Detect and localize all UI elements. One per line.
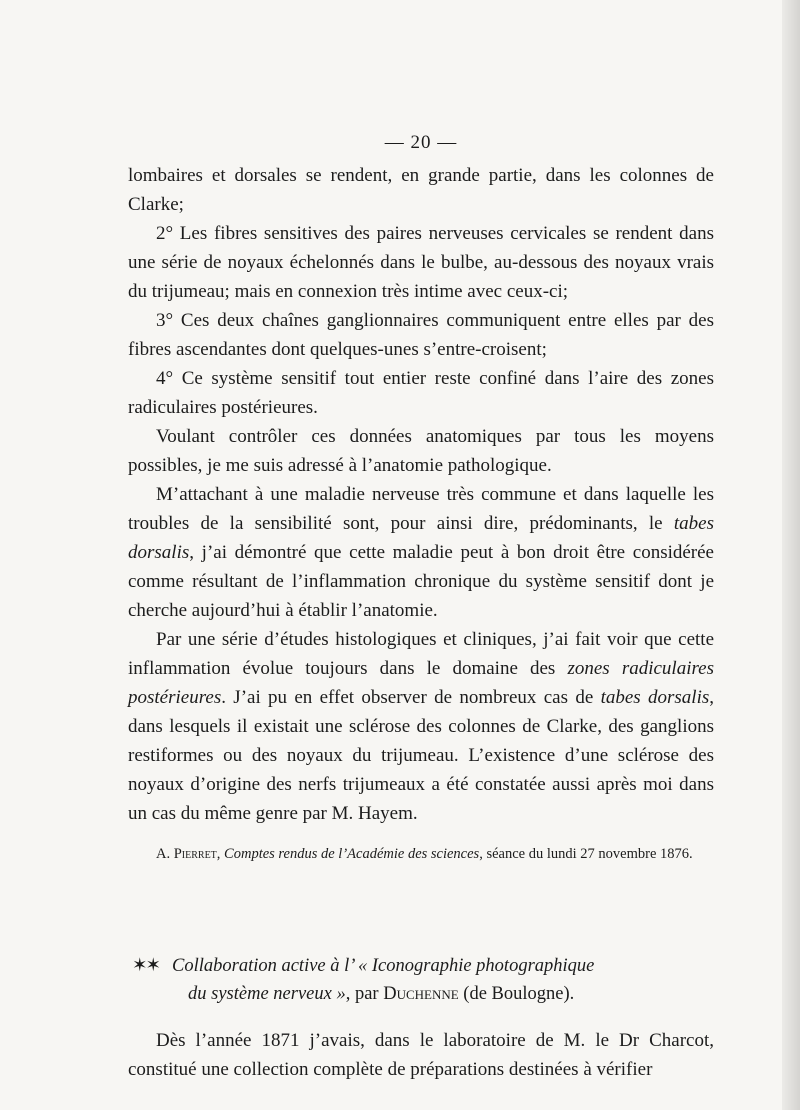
paragraph-6-italic: tabes dorsalis [128, 513, 714, 563]
footnote-sep: , [216, 846, 225, 862]
paragraph-7-text-e: , dans lesquels il existait une sclérose des colonnes de Clarke, des ganglions restiformes ou des noyaux du trijumeau. L’existence d’une sclérose des noyaux d’origine des nerfs trijumeaux a été constatée aussi après moi dans un cas du même genre par M. Hayem. [128, 687, 714, 824]
footnote-initial: A. [156, 846, 174, 862]
footnote-source: Comptes rendus de l’Académie des sciences [224, 846, 480, 862]
section-by: , par [345, 984, 384, 1004]
paragraph-8: Dès l’année 1871 j’avais, dans le laboratoire de M. le Dr Charcot, constitué une collection complète de préparations destinées à vérifier [128, 1030, 714, 1080]
paragraph-7-italic-2: tabes dorsalis [600, 687, 710, 708]
paragraph-6-text-c: , j’ai démontré que cette maladie peut à bon droit être considérée comme résultant de l’inflammation chronique du système sensitif dont je cherche aujourd’hui à établir l’anatomie. [128, 542, 714, 621]
section-place: (de Boulogne). [458, 984, 575, 1004]
paragraph-6 [128, 480, 714, 625]
paragraph-3: 3° Ces deux chaînes ganglionnaires communiquent entre elles par des fibres ascendantes dont quelques-unes s’entre-croisent; [128, 310, 714, 360]
footnote-author: Pierret [173, 846, 217, 862]
paragraph-7-italic-1: zones radiculaires postérieures [128, 658, 714, 708]
footnote-rest: , séance du lundi 27 novembre 1876. [479, 846, 693, 862]
paragraph-2: 2° Les fibres sensitives des paires nerveuses cervicales se rendent dans une série de noyaux échelonnés dans le bulbe, au-dessous des noyaux vrais du trijumeau; mais en connexion très intime avec ceux-ci; [128, 223, 714, 302]
paragraph-7 [128, 625, 714, 828]
paragraph-7-text-c: . J’ai pu en effet observer de nombreux cas de [221, 687, 601, 708]
footnote [128, 844, 714, 864]
paragraph-6-text-a: M’attachant à une maladie nerveuse très commune et dans laquelle les troubles de la sensibilité sont, pour ainsi dire, prédominants, le [128, 484, 714, 534]
section-author: Duchenne [383, 984, 459, 1004]
paragraph-4: 4° Ce système sensitif tout entier reste confiné dans l’aire des zones radiculaires postérieures. [128, 368, 714, 418]
paragraph-7-text-a: Par une série d’études histologiques et cliniques, j’ai fait voir que cette inflammation évolue toujours dans le domaine des [128, 629, 714, 679]
page-edge-shadow [782, 0, 800, 1110]
section-title-a: Collaboration active à l’ « Iconographie photographique [172, 956, 595, 976]
paragraph-5: Voulant contrôler ces données anatomiques par tous les moyens possibles, je me suis adressé à l’anatomie pathologique. [128, 426, 714, 476]
document-page [128, 128, 714, 1084]
section-title-b: du système nerveux » [188, 984, 346, 1004]
section-heading [128, 952, 714, 1008]
section-heading-line-2 [128, 980, 714, 1008]
section-mark-icon: ✶✶ [132, 956, 160, 976]
paragraph-1: lombaires et dorsales se rendent, en grande partie, dans les colonnes de Clarke; [128, 165, 714, 215]
section-heading-line-1 [128, 952, 714, 980]
page-number: — 20 — [384, 132, 458, 153]
